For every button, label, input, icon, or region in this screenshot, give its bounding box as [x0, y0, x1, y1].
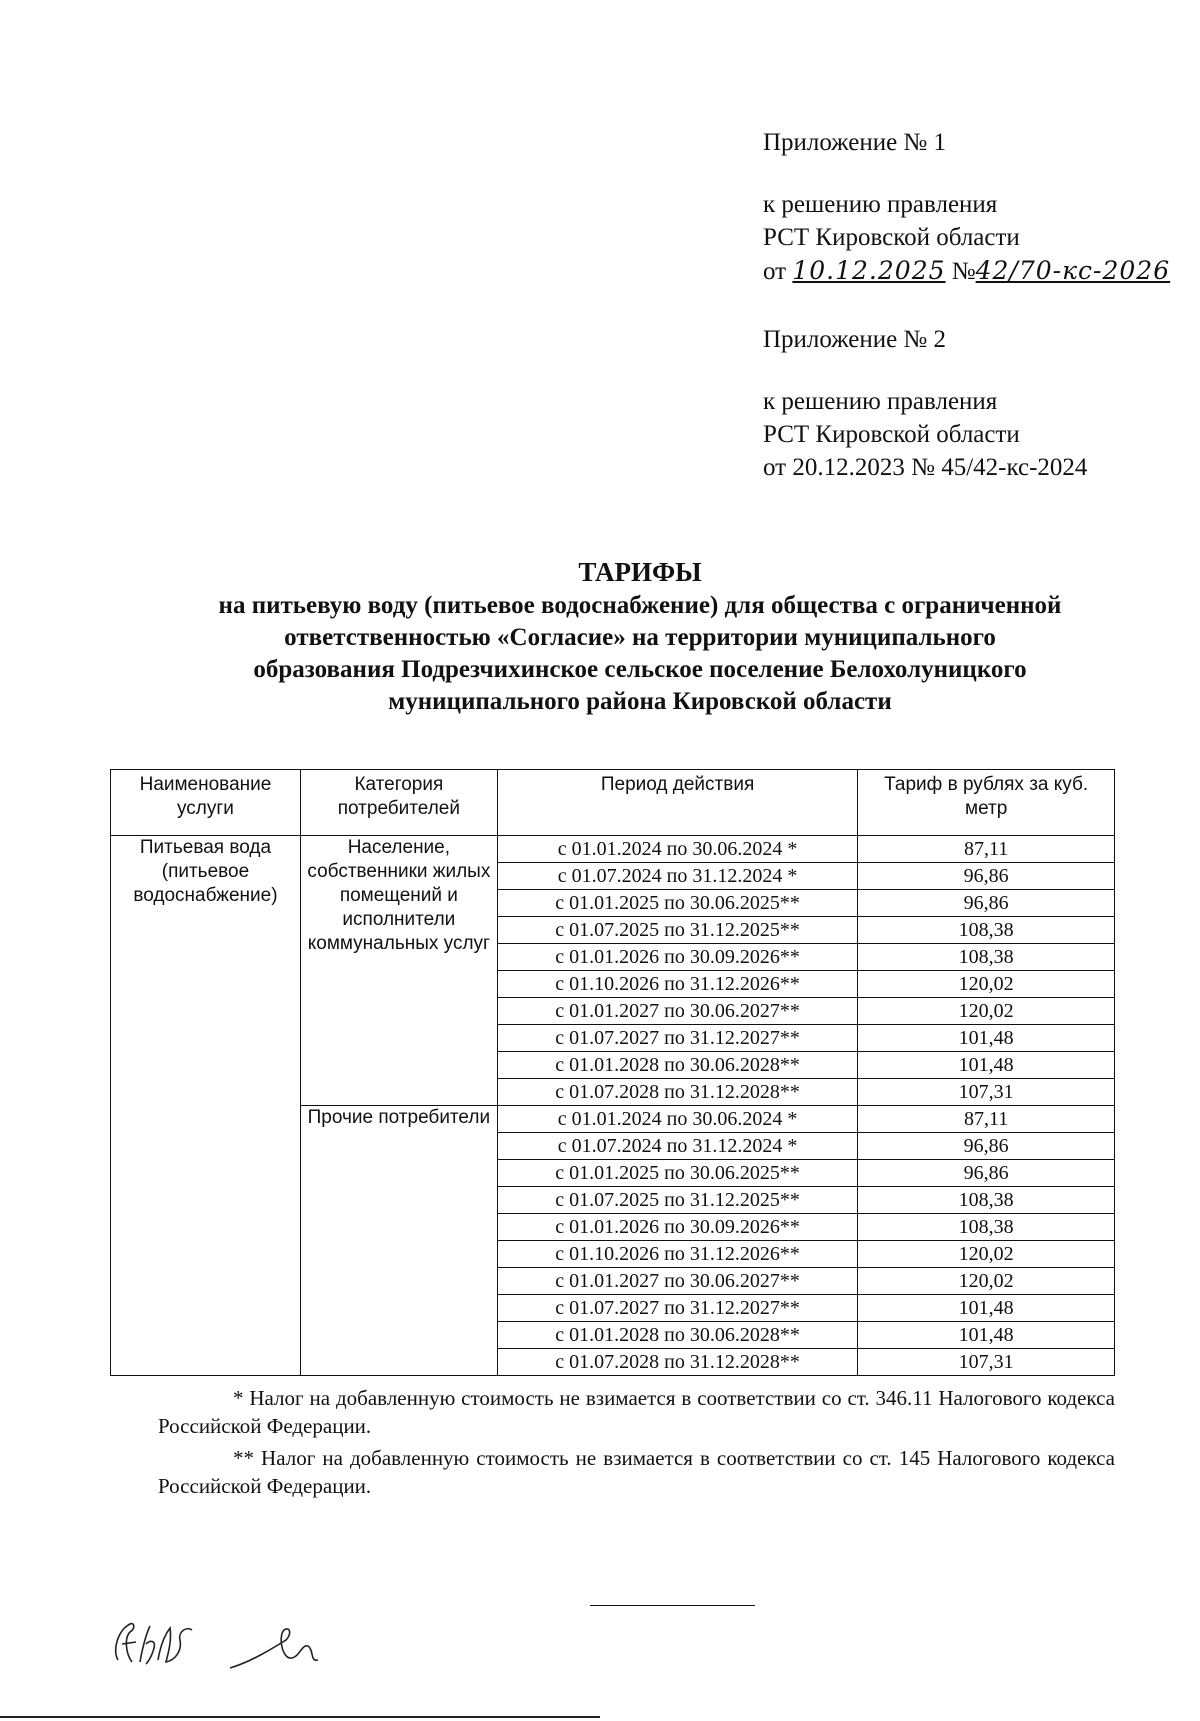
tariff-cell: 107,31: [858, 1079, 1115, 1106]
period-cell: с 01.01.2027 по 30.06.2027**: [497, 1268, 858, 1295]
period-cell: с 01.01.2028 по 30.06.2028**: [497, 1322, 858, 1349]
tariff-cell: 96,86: [858, 1160, 1115, 1187]
period-cell: с 01.01.2026 по 30.09.2026**: [497, 944, 858, 971]
tariff-cell: 96,86: [858, 1133, 1115, 1160]
period-cell: с 01.01.2025 по 30.06.2025**: [497, 1160, 858, 1187]
header-period: Период действия: [497, 770, 858, 836]
period-cell: с 01.01.2024 по 30.06.2024 *: [497, 1106, 858, 1133]
table-row: [111, 836, 1115, 863]
period-cell: с 01.10.2026 по 31.12.2026**: [497, 1241, 858, 1268]
appendix-1: [763, 126, 1170, 288]
appendix-2-line2: РСТ Кировской области: [763, 421, 1020, 448]
appendix-1-date-line: [763, 254, 1170, 288]
signatures: [110, 1610, 370, 1685]
tariffs-table: [110, 769, 1115, 1376]
appendix-2-line1: к решению правления: [763, 388, 998, 415]
tariff-cell: 108,38: [858, 1187, 1115, 1214]
period-cell: с 01.01.2024 по 30.06.2024 *: [497, 836, 858, 863]
footnote-1: * Налог на добавленную стоимость не взимается в соответствии со ст. 346.11 Налогового кодекса Российской Федерации.: [158, 1386, 1115, 1438]
footnotes: [158, 1384, 1115, 1504]
period-cell: с 01.07.2024 по 31.12.2024 *: [497, 1133, 858, 1160]
period-cell: с 01.01.2025 по 30.06.2025**: [497, 890, 858, 917]
tariff-cell: 120,02: [858, 998, 1115, 1025]
title-line-3: образования Подрезчихинское сельское поселение Белохолуницкого: [253, 656, 1027, 683]
tariff-cell: 108,38: [858, 917, 1115, 944]
period-cell: с 01.10.2026 по 31.12.2026**: [497, 971, 858, 998]
tariff-cell: 120,02: [858, 1268, 1115, 1295]
period-cell: с 01.01.2027 по 30.06.2027**: [497, 998, 858, 1025]
period-cell: с 01.01.2028 по 30.06.2028**: [497, 1052, 858, 1079]
appendix-2-title: Приложение № 2: [763, 326, 947, 353]
period-cell: с 01.01.2026 по 30.09.2026**: [497, 1214, 858, 1241]
tariff-cell: 120,02: [858, 1241, 1115, 1268]
tariff-cell: 108,38: [858, 1214, 1115, 1241]
appendix-1-line1: к решению правления: [763, 191, 998, 218]
handwritten-date: 10.12.2025: [792, 256, 946, 285]
tariff-cell: 101,48: [858, 1025, 1115, 1052]
footnote-2: ** Налог на добавленную стоимость не взимается в соответствии со ст. 145 Налогового кодекса Российской Федерации.: [158, 1446, 1115, 1498]
appendix-1-prefix: от: [763, 258, 793, 285]
period-cell: с 01.07.2028 по 31.12.2028**: [497, 1349, 858, 1376]
service-name-cell: Питьевая вода (питьевое водоснабжение): [111, 836, 301, 1376]
tariff-cell: 101,48: [858, 1322, 1115, 1349]
tariff-cell: 96,86: [858, 890, 1115, 917]
handwritten-initials-icon: [110, 1610, 370, 1680]
period-cell: с 01.07.2024 по 31.12.2024 *: [497, 863, 858, 890]
period-cell: с 01.07.2027 по 31.12.2027**: [497, 1295, 858, 1322]
period-cell: с 01.07.2028 по 31.12.2028**: [497, 1079, 858, 1106]
table-body: [111, 836, 1115, 1376]
period-cell: с 01.07.2025 по 31.12.2025**: [497, 917, 858, 944]
consumer-category-cell: Население, собственники жилых помещений и исполнители коммунальных услуг: [300, 836, 497, 1106]
bottom-edge-line: [0, 1716, 600, 1718]
tariff-cell: 101,48: [858, 1052, 1115, 1079]
appendix-1-title: Приложение № 1: [763, 129, 947, 156]
appendix-1-number-prefix: №: [945, 258, 976, 285]
tariff-cell: 120,02: [858, 971, 1115, 998]
consumer-category-cell: Прочие потребители: [300, 1106, 497, 1376]
separator-line: [590, 1605, 755, 1606]
title-main: ТАРИФЫ: [578, 557, 702, 587]
header-service: Наименование услуги: [111, 770, 301, 836]
tariff-cell: 107,31: [858, 1349, 1115, 1376]
tariff-cell: 87,11: [858, 836, 1115, 863]
table-header-row: [111, 770, 1115, 836]
handwritten-number: 42/70-кс-2026: [975, 256, 1171, 285]
title-line-2: ответственностью «Согласие» на территории муниципального: [284, 624, 996, 651]
title-line-4: муниципального района Кировской области: [388, 688, 892, 715]
header-category: Категория потребителей: [300, 770, 497, 836]
tariff-cell: 108,38: [858, 944, 1115, 971]
title-line-1: на питьевую воду (питьевое водоснабжение) для общества с ограниченной: [218, 592, 1062, 619]
document-title: [140, 556, 1140, 718]
appendix-2-line3: от 20.12.2023 № 45/42-кс-2024: [763, 454, 1088, 481]
tariff-cell: 96,86: [858, 863, 1115, 890]
period-cell: с 01.07.2027 по 31.12.2027**: [497, 1025, 858, 1052]
appendix-1-line2: РСТ Кировской области: [763, 224, 1020, 251]
period-cell: с 01.07.2025 по 31.12.2025**: [497, 1187, 858, 1214]
appendix-2: [763, 323, 1087, 484]
header-tariff: Тариф в рублях за куб. метр: [858, 770, 1115, 836]
tariff-cell: 87,11: [858, 1106, 1115, 1133]
tariff-cell: 101,48: [858, 1295, 1115, 1322]
